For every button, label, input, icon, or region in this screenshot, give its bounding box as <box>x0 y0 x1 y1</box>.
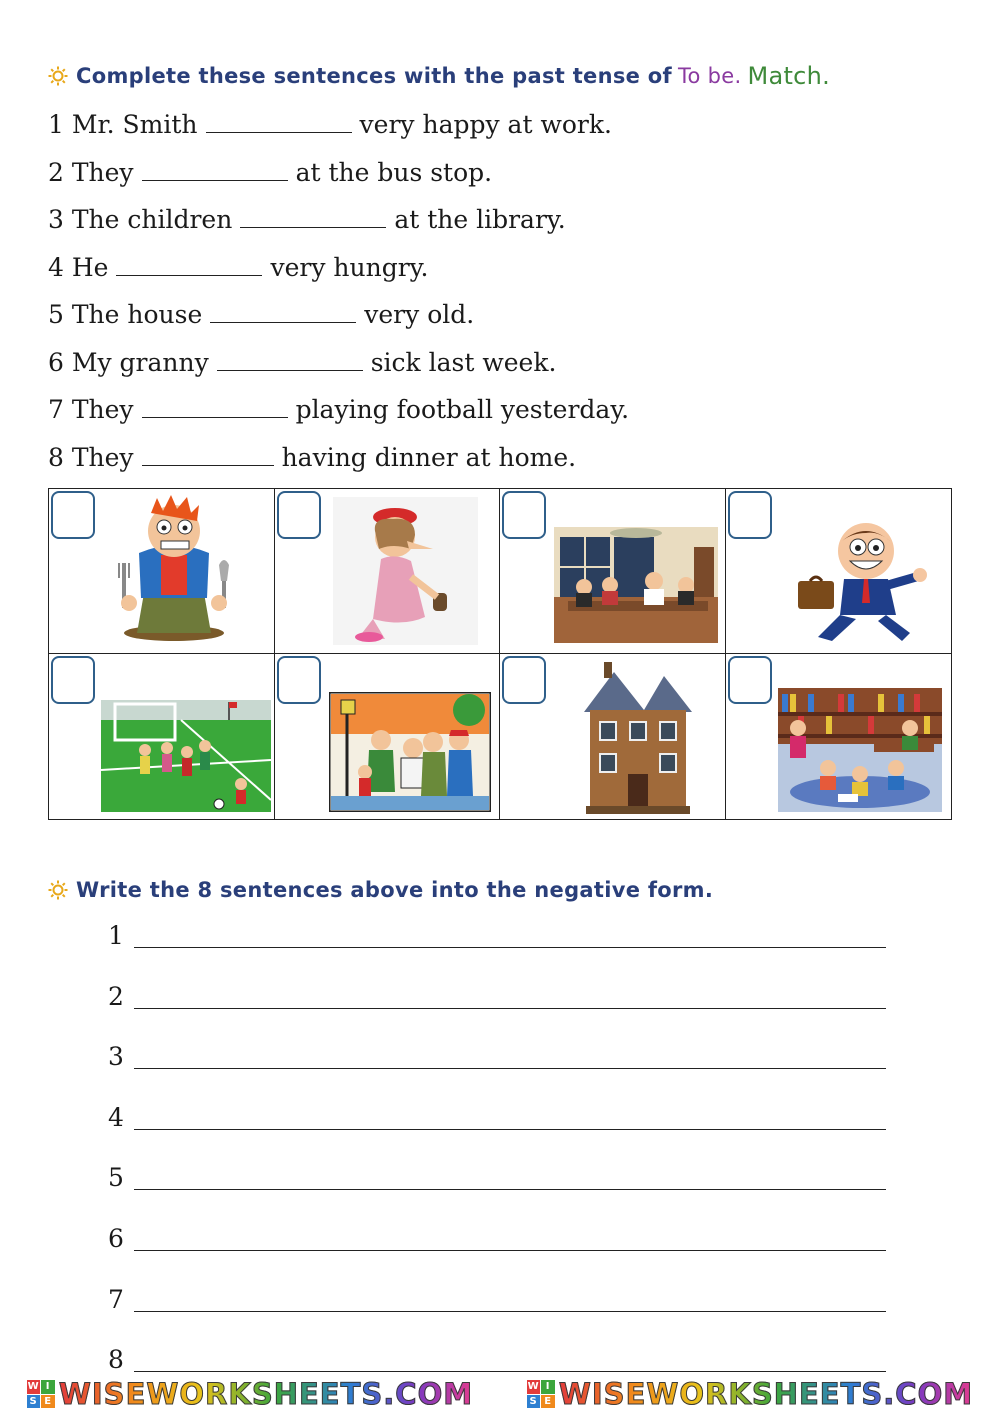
sentence-start: The house <box>71 300 203 329</box>
sentence-end: at the bus stop. <box>295 157 493 187</box>
sentence-row <box>48 346 629 394</box>
sun-bullet-icon <box>48 66 68 86</box>
negative-sentence-input[interactable] <box>134 1100 886 1130</box>
answer-blank[interactable] <box>210 301 356 323</box>
happy-businessman-icon <box>778 519 946 645</box>
line-number: 7 <box>108 1284 124 1314</box>
sentence-number: 4 <box>48 252 64 282</box>
sentence-number: 8 <box>48 442 64 472</box>
sentence-number: 2 <box>48 157 64 187</box>
library-children-icon <box>778 688 942 812</box>
line-number: 6 <box>108 1223 124 1253</box>
match-checkbox[interactable] <box>728 656 772 704</box>
match-checkbox[interactable] <box>277 656 321 704</box>
match-checkbox[interactable] <box>728 491 772 539</box>
match-checkbox[interactable] <box>502 656 546 704</box>
sentence-end: very old. <box>364 300 475 329</box>
hungry-man-icon <box>99 493 249 645</box>
sick-granny-icon <box>333 497 478 645</box>
answer-blank[interactable] <box>217 349 363 371</box>
negative-line-row <box>108 918 886 979</box>
answer-blank[interactable] <box>116 254 262 276</box>
answer-blank[interactable] <box>206 111 352 133</box>
answer-blank[interactable] <box>142 159 288 181</box>
brand-logo-icon: W I S E <box>27 1380 55 1408</box>
sentence-number: 1 <box>48 110 64 139</box>
bus-stop-icon <box>329 692 491 812</box>
negative-sentence-input[interactable] <box>134 1160 886 1190</box>
sentence-end: very happy at work. <box>359 110 612 139</box>
brand-logo <box>27 1377 473 1411</box>
negative-lines <box>108 918 886 1403</box>
match-label: Match. <box>747 62 831 90</box>
sentence-start: The children <box>71 205 233 234</box>
footer-watermark <box>0 1375 1000 1413</box>
sentence-start: They <box>71 395 134 424</box>
answer-blank[interactable] <box>142 396 288 418</box>
sentence-row <box>48 298 629 346</box>
sentence-row <box>48 203 629 251</box>
negative-line-row <box>108 979 886 1040</box>
sentence-number: 7 <box>48 395 64 424</box>
negative-line-row <box>108 1039 886 1100</box>
instruction-text: Write the 8 sentences above into the negative form. <box>76 878 714 902</box>
match-checkbox[interactable] <box>51 656 95 704</box>
sentence-start: He <box>71 252 109 282</box>
brand-text: WISEWORKSHEETS.COM <box>558 1377 974 1411</box>
sentence-row <box>48 156 629 204</box>
picture-grid <box>48 488 952 820</box>
negative-sentence-input[interactable] <box>134 1342 886 1372</box>
line-number: 8 <box>108 1345 124 1375</box>
family-dinner-icon <box>554 527 718 643</box>
sentence-row <box>48 251 629 299</box>
sentence-end: at the library. <box>394 205 566 234</box>
answer-blank[interactable] <box>142 444 274 466</box>
line-number: 1 <box>108 921 124 950</box>
picture-cell <box>500 654 726 819</box>
picture-cell <box>500 489 726 654</box>
negative-sentence-input[interactable] <box>134 1221 886 1251</box>
brand-logo <box>527 1377 973 1411</box>
negative-sentence-input[interactable] <box>134 979 886 1009</box>
instruction-negative <box>48 878 713 902</box>
sentence-number: 3 <box>48 205 64 234</box>
negative-sentence-input[interactable] <box>134 1039 886 1069</box>
line-number: 4 <box>108 1102 124 1132</box>
old-house-icon <box>574 662 698 814</box>
picture-cell <box>275 654 501 819</box>
negative-sentence-input[interactable] <box>134 918 886 948</box>
picture-cell <box>49 654 275 819</box>
sentence-row <box>48 108 629 156</box>
sentence-end: very hungry. <box>270 252 429 282</box>
negative-line-row <box>108 1100 886 1161</box>
sentence-number: 5 <box>48 300 64 329</box>
match-checkbox[interactable] <box>502 491 546 539</box>
answer-blank[interactable] <box>240 206 386 228</box>
football-match-icon <box>101 700 271 812</box>
negative-line-row <box>108 1282 886 1343</box>
brand-text: WISEWORKSHEETS.COM <box>58 1377 474 1411</box>
sentence-start: They <box>71 157 134 187</box>
line-number: 5 <box>108 1163 124 1193</box>
sentence-row <box>48 393 629 441</box>
sentence-end: sick last week. <box>370 347 557 377</box>
sentence-start: My granny <box>71 347 209 377</box>
line-number: 3 <box>108 1042 124 1072</box>
brand-logo-icon: W I S E <box>527 1380 555 1408</box>
picture-cell <box>726 654 952 819</box>
picture-cell <box>49 489 275 654</box>
negative-line-row <box>108 1221 886 1282</box>
sentence-start: They <box>71 442 134 472</box>
negative-line-row <box>108 1160 886 1221</box>
sentence-list <box>48 108 629 488</box>
match-checkbox[interactable] <box>277 491 321 539</box>
instruction-text: Complete these sentences with the past tense of <box>76 64 672 88</box>
sentence-end: playing football yesterday. <box>295 395 630 424</box>
picture-cell <box>726 489 952 654</box>
sentence-end: having dinner at home. <box>281 442 577 472</box>
picture-cell <box>275 489 501 654</box>
sun-bullet-icon <box>48 880 68 900</box>
tobe-label: To be. <box>677 64 742 88</box>
instruction-match <box>48 62 830 90</box>
sentence-number: 6 <box>48 347 64 377</box>
negative-sentence-input[interactable] <box>134 1282 886 1312</box>
sentence-start: Mr. Smith <box>71 110 198 139</box>
line-number: 2 <box>108 981 124 1011</box>
match-checkbox[interactable] <box>51 491 95 539</box>
sentence-row <box>48 441 629 489</box>
